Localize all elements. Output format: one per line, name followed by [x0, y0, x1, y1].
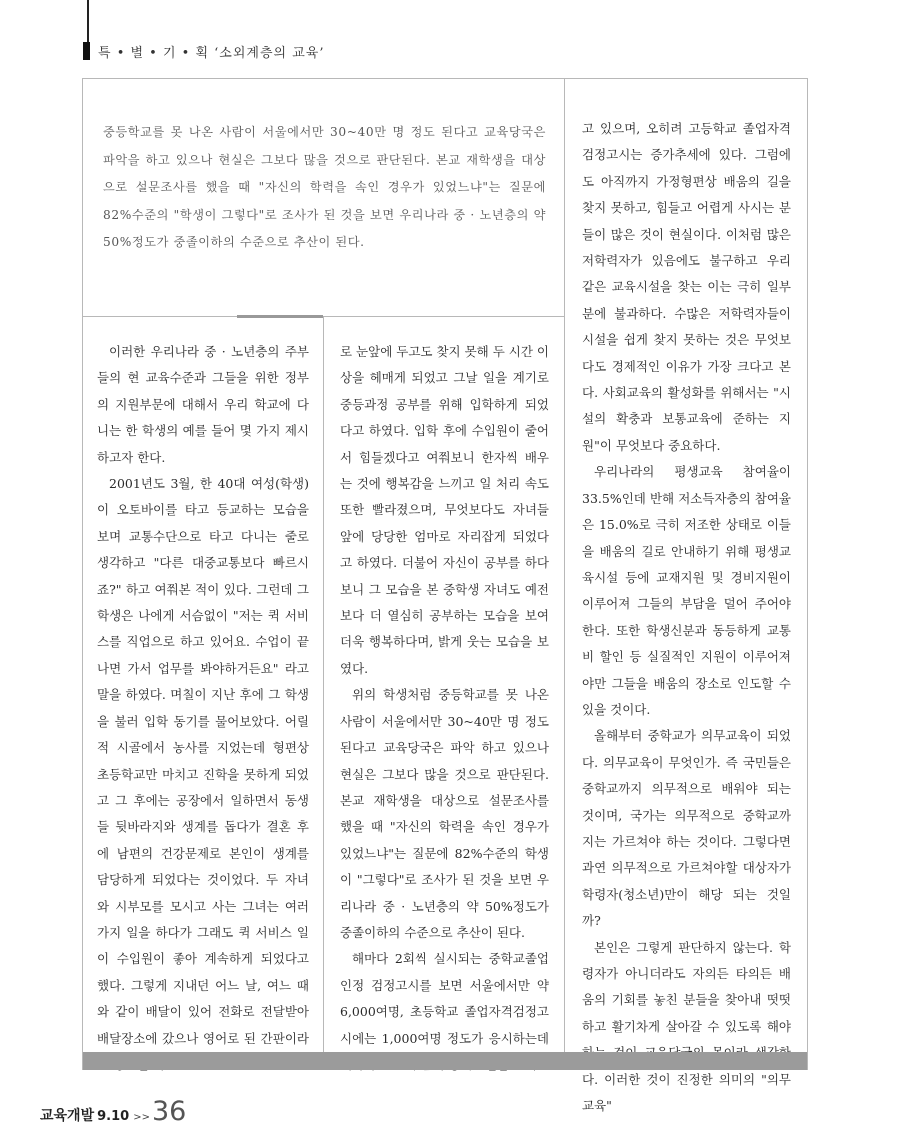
page-footer — [40, 1096, 186, 1127]
arrow-icon: >> — [133, 1112, 150, 1123]
column-3 — [582, 116, 791, 1119]
pull-quote — [83, 79, 564, 316]
col1-paragraph-1: 이러한 우리나라 중 · 노년층의 주부들의 현 교육수준과 그들을 위한 정부의 지원부문에 대해서 우리 학교에 다니는 한 학생의 예를 들어 몇 가지 제시하고자 한다. — [97, 344, 309, 465]
quote-divider-accent — [237, 315, 323, 318]
column-divider-1 — [323, 316, 324, 1052]
section-title: 특 • 별 • 기 • 획 ‘소외계층의 교육’ — [98, 45, 325, 61]
magazine-name: 교육개발 — [40, 1108, 95, 1124]
issue-date: 9.10 — [97, 1109, 130, 1124]
col3-paragraph-1: 고 있으며, 오히려 고등학교 졸업자격 검정고시는 증가추세에 있다. 그럼에도 아직까지 가정형편상 배움의 길을 찾지 못하고, 힘들고 어렵게 사시는 분들이 많은 것이 현실이다. 이처럼 많은 저학력자가 있음에도 불구하고 우리 같은 교육시설을 찾는 이는 극히 일부분에 불과하다. 수많은 저학력자들이 시설을 쉽게 찾지 못하는 것은 무엇보다도 경제적인 이유가 가장 크다고 본다. 사회교육의 활성화를 위해서는 "시설의 확충과 보통교육에 준하는 지원"이 무엇보다 중요하다. — [582, 121, 791, 453]
column-divider-2 — [564, 79, 565, 1052]
header-block-mark — [83, 42, 90, 60]
column-2 — [340, 339, 549, 1078]
col3-paragraph-3: 올해부터 중학교가 의무교육이 되었다. 의무교육이 무엇인가. 즉 국민들은 중학교까지 의무적으로 배워야 되는 것이며, 국가는 의무적으로 중학교까지는 가르쳐야 하는 것이다. 그렇다면 과연 의무적으로 가르쳐야할 대상자가 학령자(청소년)만이 해당 되는 것일까? — [582, 728, 791, 929]
bottom-bar — [83, 1052, 807, 1070]
top-vertical-rule — [87, 0, 89, 42]
col3-paragraph-2: 우리나라의 평생교육 참여율이 33.5%인데 반해 저소득자층의 참여율은 15.0%로 극히 저조한 상태로 이들을 배움의 길로 안내하기 위해 평생교육시설 등에 교재지원 및 경비지원이 이루어져 그들의 부담을 덜어 주어야 한다. 또한 학생신분과 동등하게 교통비 할인 등 실질적인 지원이 이루어져야만 그들을 배움의 장소로 인도할 수 있을 것이다. — [582, 464, 791, 717]
col1-paragraph-2: 2001년도 3월, 한 40대 여성(학생)이 오토바이를 타고 등교하는 모습을 보며 교통수단으로 타고 다니는 줄로 생각하고 "다른 대중교통보다 빠르시죠?" 하고 여쭤본 적이 있다. 그런데 그 학생은 나에게 서슴없이 "저는 퀵 서비스를 직업으로 하고 있어요. 수업이 끝나면 가서 업무를 봐야하거든요" 라고 말을 하였다. 며칠이 지난 후에 그 학생을 불러 입학 동기를 물어보았다. 어릴 적 시골에서 농사를 지었는데 형편상 초등학교만 마치고 진학을 못하게 되었고 그 후에는 공장에서 일하면서 동생들 뒷바라지와 생계를 돕다가 결혼 후에 남편의 건강문제로 본인이 생계를 담당하게 되었다는 것이었다. 두 자녀와 시부모를 모시고 사는 그녀는 여러 가지 일을 하다가 그래도 퀵 서비스 일이 수입원이 좋아 계속하게 되었다고 했다. 그렇게 지내던 어느 날, 여느 때와 같이 배달이 있어 전화로 전달받아 배달장소에 갔으나 영어로 된 간판이라 — [97, 476, 309, 1046]
col3-paragraph-4: 본인은 그렇게 판단하지 않는다. 학령자가 아니더라도 자의든 타의든 배움의 기회를 놓친 분들을 찾아내 떳떳하고 활기차게 살아갈 수 있도록 해야 다. 이러한 것이 진정한 의미의 "의무교육" — [582, 939, 791, 1114]
page-number: 36 — [151, 1096, 187, 1127]
section-header — [83, 40, 324, 62]
column-1 — [97, 339, 309, 1078]
col2-paragraph-3: 해마다 2회씩 실시되는 중학교졸업인정 검정고시를 보면 서울에서만 약 6,000여명, 초등학교 졸업자격검정고시에는 1,000여명 정도가 응시하는데 — [340, 951, 549, 1046]
col2-paragraph-2: 위의 학생처럼 중등학교를 못 나온 사람이 서울에서만 30~40만 명 정도 된다고 교육당국은 파악 하고 있으나 현실은 그보다 많을 것으로 판단된다. 본교 재학생을 대상으로 설문조사를 했을 때 "자신의 학력을 속인 경우가 있었느냐"는 질문에 82%수준의 학생이 "그렇다"로 조사가 된 것을 보면 우리나라 중 · 노년층의 약 50%정도가 중졸이하의 수준으로 추산이 된다. — [340, 687, 549, 940]
pull-quote-text: 중등학교를 못 나온 사람이 서울에서만 30~40만 명 정도 된다고 교육당국은 파악을 하고 있으나 현실은 그보다 많을 것으로 판단된다. 본교 재학생을 대상으로 설문조사를 했을 때 "자신의 학력을 속인 경우가 있었느냐"는 질문에 82%수준의 "학생이 그렇다"로 조사가 된 것을 보면 우리나라 중 · 노년층의 약 50%정도가 중졸이하의 수준으로 추산이 된다. — [103, 125, 546, 249]
col2-paragraph-1: 로 눈앞에 두고도 찾지 못해 두 시간 이상을 헤매게 되었고 그날 일을 계기로 중등과정 공부를 위해 입학하게 되었다고 하였다. 입학 후에 수입원이 줄어서 힘들겠다고 여쭤보니 한자씩 배우는 것에 행복감을 느끼고 일 처리 속도 또한 빨라졌으며, 무엇보다도 자녀들 앞에 당당한 엄마로 자리잡게 되었다고 하였다. 더불어 자신이 공부를 하다보니 그 모습을 본 중학생 자녀도 예전보다 더 열심히 공부하는 모습을 보여 더욱 행복하다며, 밝게 웃는 모습을 보였다. — [340, 344, 549, 676]
